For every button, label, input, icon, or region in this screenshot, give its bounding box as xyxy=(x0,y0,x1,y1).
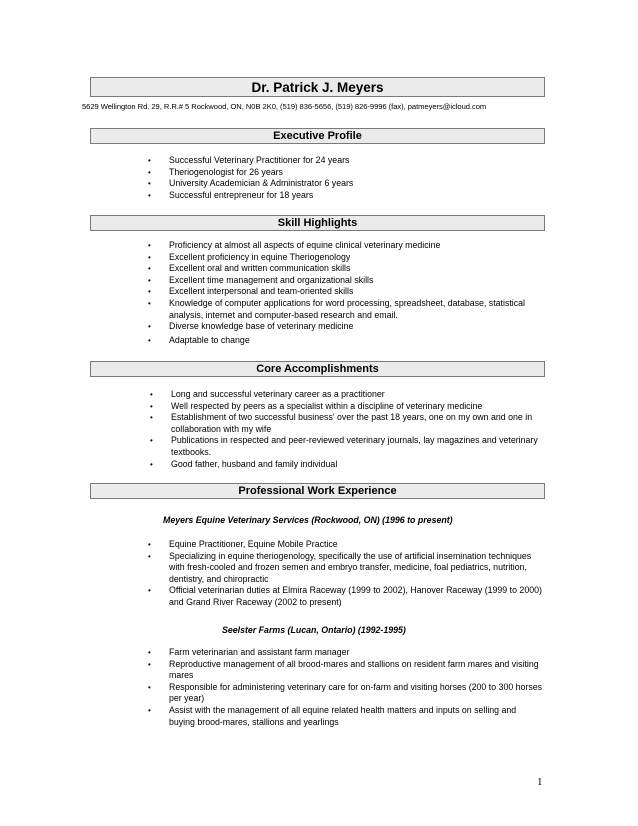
contact-line: 5629 Wellington Rd. 29, R.R.# 5 Rockwood, ON, N0B 2K0, (519) 836-5656, (519) 826-9996 (fax), patmeyers@icloud.com xyxy=(82,102,487,111)
list-item xyxy=(148,297,539,321)
list-item xyxy=(148,539,544,551)
bullet: • xyxy=(148,705,151,715)
bullet: • xyxy=(148,190,151,200)
list-item-text: Publications in respected and peer-reviewed veterinary journals, lay magazines and veterinary textbooks. xyxy=(171,435,538,457)
list-item-text: Diverse knowledge base of veterinary medicine xyxy=(169,321,354,332)
job-meyers-list xyxy=(148,539,544,609)
list-item-text: Farm veterinarian and assistant farm manager xyxy=(169,647,350,657)
bullet: • xyxy=(148,275,151,285)
list-item xyxy=(148,550,544,586)
list-item xyxy=(148,155,549,167)
list-item-text: Reproductive management of all brood-mares and stallions on resident farm mares and visiting mares xyxy=(169,658,539,681)
list-item xyxy=(148,274,539,287)
list-item-text: Well respected by peers as a specialist within a discipline of veterinary medicine xyxy=(171,400,483,411)
name-header xyxy=(90,77,545,97)
list-item-text: Adaptable to change xyxy=(169,334,250,345)
job-title-meyers: Meyers Equine Veterinary Services (Rockwood, ON) (1996 to present) xyxy=(163,515,453,525)
list-item xyxy=(150,458,541,471)
bullet: • xyxy=(150,436,153,446)
bullet: • xyxy=(148,287,151,297)
bullet: • xyxy=(148,252,151,262)
list-item xyxy=(148,251,539,264)
list-item-text: Successful entrepreneur for 18 years xyxy=(169,189,314,200)
bullet: • xyxy=(148,586,151,596)
candidate-name: Dr. Patrick J. Meyers xyxy=(251,80,384,95)
core-accomplishments-list xyxy=(150,389,541,470)
section-title: Core Accomplishments xyxy=(256,363,379,375)
list-item xyxy=(150,412,541,435)
list-item xyxy=(148,681,544,705)
bullet: • xyxy=(150,459,153,469)
list-item-text: Specializing in equine theriogenology, specifically the use of artificial insemination techniques with fresh-cooled and frozen semen and embryo transfer, medicine, foal pediatrics, nutrition, dentistry, and chiropractic xyxy=(169,550,532,584)
list-item-text: Assist with the management of all equine related health matters and inputs on selling and buying brood-mares, stallions and yearlings xyxy=(169,704,517,727)
list-item-text: Proficiency at almost all aspects of equine clinical veterinary medicine xyxy=(169,240,441,250)
list-item xyxy=(148,189,549,202)
executive-profile-list xyxy=(148,155,549,201)
bullet: • xyxy=(148,540,151,549)
list-item xyxy=(148,585,544,608)
list-item xyxy=(150,400,541,413)
bullet: • xyxy=(148,241,151,250)
list-item xyxy=(148,240,539,252)
list-item-text: Responsible for administering veterinary care for on-farm and visiting horses (200 to 300 horses per year) xyxy=(169,681,543,704)
list-item xyxy=(148,647,544,659)
section-header-executive-profile xyxy=(90,128,545,144)
section-title: Professional Work Experience xyxy=(238,485,397,497)
list-item-text: Excellent time management and organizational skills xyxy=(169,274,374,285)
bullet: • xyxy=(148,551,151,561)
bullet: • xyxy=(150,401,153,411)
bullet: • xyxy=(148,682,151,692)
list-item-text: Good father, husband and family individual xyxy=(171,458,338,469)
list-item-text: Official veterinarian duties at Elmira Raceway (1999 to 2002), Hanover Raceway (1999 to 2000) and Grand River Raceway (2002 to present) xyxy=(169,585,542,607)
list-item-text: Excellent oral and written communication skills xyxy=(169,263,351,274)
list-item xyxy=(148,334,539,347)
list-item-text: Knowledge of computer applications for word processing, spreadsheet, database, statistical analysis, internet and computer-based research and email. xyxy=(169,297,525,320)
bullet: • xyxy=(150,413,153,423)
section-header-work-experience xyxy=(90,483,545,499)
job-title-seelster: Seelster Farms (Lucan, Ontario) (1992-1995) xyxy=(222,625,406,635)
list-item-text: Equine Practitioner, Equine Mobile Practice xyxy=(169,539,338,549)
list-item-text: Excellent interpersonal and team-oriented skills xyxy=(169,286,354,297)
page-number: 1 xyxy=(537,776,543,788)
list-item xyxy=(148,321,539,333)
list-item-text: Establishment of two successful business' over the past 18 years, one on my own and one in collaboration with my wife xyxy=(171,412,533,434)
list-item xyxy=(148,178,549,190)
bullet: • xyxy=(148,167,151,177)
section-title: Executive Profile xyxy=(273,130,362,142)
list-item xyxy=(148,263,539,275)
section-title: Skill Highlights xyxy=(277,217,358,229)
bullet: • xyxy=(148,322,151,332)
section-header-core-accomplishments xyxy=(90,361,545,377)
list-item xyxy=(150,435,541,458)
list-item xyxy=(148,658,544,682)
list-item xyxy=(148,704,544,728)
list-item-text: Long and successful veterinary career as a practitioner xyxy=(171,389,385,399)
bullet: • xyxy=(148,179,151,189)
list-item-text: University Academician & Administrator 6 years xyxy=(169,178,354,189)
bullet: • xyxy=(148,298,151,308)
bullet: • xyxy=(150,390,153,399)
bullet: • xyxy=(148,648,151,657)
skill-highlights-list xyxy=(148,240,539,346)
list-item xyxy=(148,286,539,298)
bullet: • xyxy=(148,156,151,165)
bullet: • xyxy=(148,335,151,345)
list-item xyxy=(148,166,549,179)
list-item-text: Successful Veterinary Practitioner for 24 years xyxy=(169,155,350,165)
list-item xyxy=(150,389,541,401)
bullet: • xyxy=(148,659,151,669)
job-seelster-list xyxy=(148,647,544,728)
list-item-text: Excellent proficiency in equine Theriogenology xyxy=(169,251,351,262)
bullet: • xyxy=(148,264,151,274)
list-item-text: Theriogenologist for 26 years xyxy=(169,166,283,177)
section-header-skill-highlights xyxy=(90,215,545,231)
